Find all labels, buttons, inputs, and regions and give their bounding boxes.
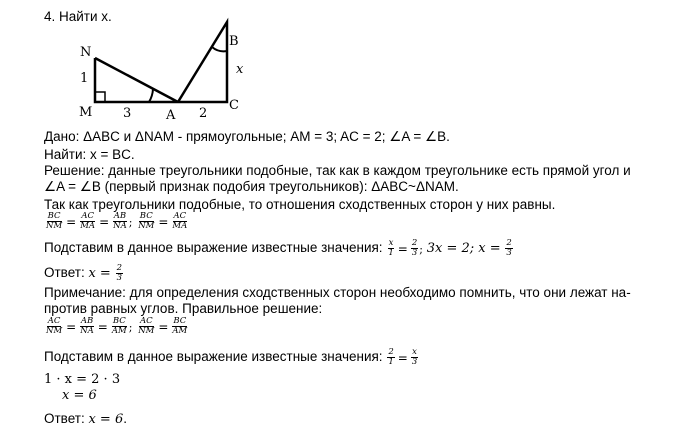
- calc-line-2: x = 6: [62, 388, 97, 403]
- angle-arc-a: [149, 89, 153, 102]
- fraction: $\frac{BC}{NM}$: [138, 211, 155, 231]
- solution-line-2: ∠A = ∠B (первый признак подобия треугольников): ΔABC~ΔNAM.: [44, 179, 459, 194]
- label-nm: 1: [80, 71, 89, 86]
- solution-line-1: Решение: данные треугольники подобные, так как в каждом треугольнике есть прямой угол и: [44, 163, 631, 178]
- fraction: $\frac{AC}{NM}$: [138, 316, 155, 336]
- fraction: $\frac{2}{3}$: [116, 263, 123, 283]
- calc-line-1: 1 · x = 2 · 3: [44, 372, 121, 387]
- note-line-2: против равных углов. Правильное решение:: [44, 301, 323, 316]
- fraction: $\frac{x}{3}$: [411, 347, 418, 367]
- triangle-abc: [178, 22, 227, 102]
- label-ma: 3: [123, 106, 132, 121]
- label-a: A: [166, 108, 176, 123]
- label-b: B: [229, 34, 239, 49]
- fraction: $\frac{2}{1}$: [388, 347, 394, 367]
- right-angle-mark-m: [95, 92, 105, 102]
- fraction: $\frac{BC}{NM}$: [46, 211, 63, 231]
- given-line: Дано: ΔABC и ΔNAM - прямоугольные; AM = 3; AC = 2; ∠A = ∠B.: [44, 129, 450, 144]
- fraction: $\frac{AB}{NA}$: [113, 211, 127, 231]
- note-line-1: Примечание: для определения сходственных сторон необходимо помнить, что они лежат на-: [44, 285, 631, 300]
- fraction: $\frac{BC}{AM}$: [111, 316, 127, 336]
- right-ratio-formula: $\frac{AC}{NM}$ = $\frac{AB}{NA}$ = $\frac{BC}{AM}$ ; $\frac{AC}{NM}$ = $\frac{BC}{AM}$: [46, 316, 188, 336]
- substitute-line-2: Подставим в данное выражение известные значения: $\frac{2}{1}$ = $\frac{x}{3}$: [44, 347, 418, 367]
- answer-line-2: Ответ: x = 6.: [44, 411, 127, 427]
- fraction: $\frac{AB}{NA}$: [80, 316, 94, 336]
- wrong-ratio-formula: $\frac{BC}{NM}$ = $\frac{AC}{MA}$ = $\frac{AB}{NA}$ ; $\frac{BC}{NM}$ = $\frac{AC}{MA}$: [46, 211, 188, 231]
- fraction: $\frac{AC}{MA}$: [172, 211, 188, 231]
- find-line: Найти: x = BC.: [44, 147, 135, 162]
- proportional-line: Так как треугольники подобные, то отношения сходственных сторон у них равны.: [44, 197, 556, 212]
- answer-value: x = 6: [88, 412, 124, 427]
- label-m: M: [79, 105, 93, 120]
- fraction: $\frac{2}{3}$: [411, 238, 418, 258]
- answer-line-1: Ответ: x = $\frac{2}{3}$: [44, 263, 123, 283]
- triangle-nma: [95, 58, 178, 102]
- label-ac: 2: [199, 106, 208, 121]
- fraction: $\frac{2}{3}$: [506, 238, 512, 258]
- fraction: $\frac{BC}{AM}$: [172, 316, 188, 336]
- angle-arc-b: [212, 47, 227, 51]
- substitute-line-1: Подставим в данное выражение известные значения: $\frac{x}{1}$ = $\frac{2}{3}$ ; 3x = 2; x = $\frac{2}{3}$: [44, 238, 512, 258]
- label-n: N: [80, 45, 92, 60]
- label-c: C: [229, 98, 239, 113]
- fraction: $\frac{AC}{MA}$: [80, 211, 96, 231]
- fraction: $\frac{x}{1}$: [388, 238, 394, 258]
- fraction: $\frac{AC}{NM}$: [46, 316, 63, 336]
- problem-title: 4. Найти x.: [44, 9, 112, 24]
- label-x: x: [236, 62, 244, 77]
